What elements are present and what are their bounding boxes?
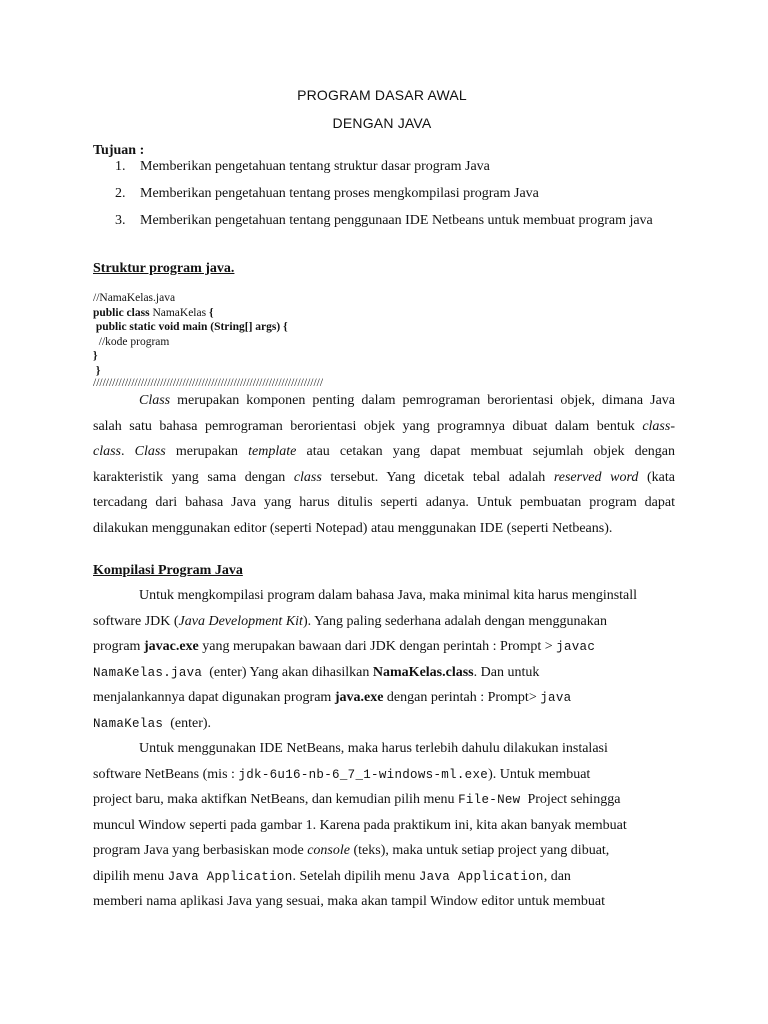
text-line: software NetBeans (mis : jdk-6u16-nb-6_7_1-windows-ml.exe). Untuk membuat bbox=[93, 766, 591, 782]
document-subtitle: DENGAN JAVA bbox=[332, 115, 432, 131]
code-line: //kode program bbox=[93, 335, 170, 348]
text-line: Class merupakan komponen penting dalam pemrograman berorientasi objek, dimana Java bbox=[139, 393, 675, 408]
text-line: memberi nama aplikasi Java yang sesuai, maka akan tampil Window editor untuk membuat bbox=[93, 894, 605, 909]
text-line: program Java yang berbasiskan mode console (teks), maka untuk setiap project yang dibuat, bbox=[93, 843, 610, 858]
text-line: class. Class merupakan template atau cetakan yang dapat membuat sejumlah objek dengan bbox=[93, 444, 675, 459]
code-line: public class NamaKelas { bbox=[93, 306, 214, 319]
text-line: software JDK (Java Development Kit). Yang paling sederhana adalah dengan menggunakan bbox=[93, 613, 607, 629]
objective-text: Memberikan pengetahuan tentang proses mengkompilasi program Java bbox=[140, 186, 539, 201]
text-line: dilakukan menggunakan editor (seperti Notepad) atau menggunakan IDE (seperti Netbeans). bbox=[93, 520, 613, 536]
text-line: karakteristik yang sama dengan class tersebut. Yang dicetak tebal adalah reserved word (kata bbox=[93, 469, 675, 485]
text-line: Untuk menggunakan IDE NetBeans, maka harus terlebih dahulu dilakukan instalasi bbox=[139, 741, 608, 756]
objective-text: Memberikan pengetahuan tentang penggunaan IDE Netbeans untuk membuat program java bbox=[140, 213, 653, 228]
text-line: menjalankannya dapat digunakan program java.exe dengan perintah : Prompt> java bbox=[93, 690, 572, 705]
objective-text: Memberikan pengetahuan tentang struktur dasar program Java bbox=[140, 159, 490, 174]
text-line: muncul Window seperti pada gambar 1. Karena pada praktikum ini, kita akan banyak membuat bbox=[93, 817, 627, 833]
text-line: NamaKelas (enter). bbox=[93, 715, 212, 731]
paragraph-netbeans bbox=[93, 736, 675, 915]
objective-number: 2. bbox=[115, 186, 126, 201]
document-title: PROGRAM DASAR AWAL bbox=[297, 87, 467, 103]
text-line: tercadang dari bahasa Java yang harus ditulis seperti adanya. Untuk pembuatan program dapat bbox=[93, 495, 675, 510]
paragraph-class bbox=[93, 388, 675, 541]
code-line: public static void main (String[] args) { bbox=[93, 321, 288, 333]
text-line: project baru, maka aktifkan NetBeans, dan kemudian pilih menu File-New Project sehingga bbox=[93, 792, 621, 807]
text-line: dipilih menu Java Application. Setelah dipilih menu Java Application, dan bbox=[93, 868, 571, 884]
text-line: Untuk mengkompilasi program dalam bahasa Java, maka minimal kita harus menginstall bbox=[139, 588, 638, 603]
section-heading-kompilasi: Kompilasi Program Java bbox=[93, 563, 243, 578]
code-line: } bbox=[93, 350, 98, 362]
tujuan-label: Tujuan : bbox=[93, 143, 145, 158]
text-line: program javac.exe yang merupakan bawaan dari JDK dengan perintah : Prompt > javac bbox=[93, 639, 596, 654]
paragraph-kompilasi bbox=[93, 583, 675, 736]
code-sample bbox=[93, 291, 288, 378]
section-heading-struktur: Struktur program java. bbox=[93, 261, 235, 276]
code-line: //NamaKelas.java bbox=[93, 292, 176, 304]
text-line: salah satu bahasa pemrograman berorientasi objek yang programnya dibuat dalam bentuk class- bbox=[93, 418, 675, 434]
objective-number: 1. bbox=[115, 159, 126, 174]
objective-number: 3. bbox=[115, 213, 126, 228]
text-line: NamaKelas.java (enter) Yang akan dihasilkan NamaKelas.class. Dan untuk bbox=[93, 664, 540, 680]
separator-line: //////////////////////////////////////////////////////////////////////// bbox=[93, 377, 324, 389]
code-line: } bbox=[93, 364, 101, 377]
